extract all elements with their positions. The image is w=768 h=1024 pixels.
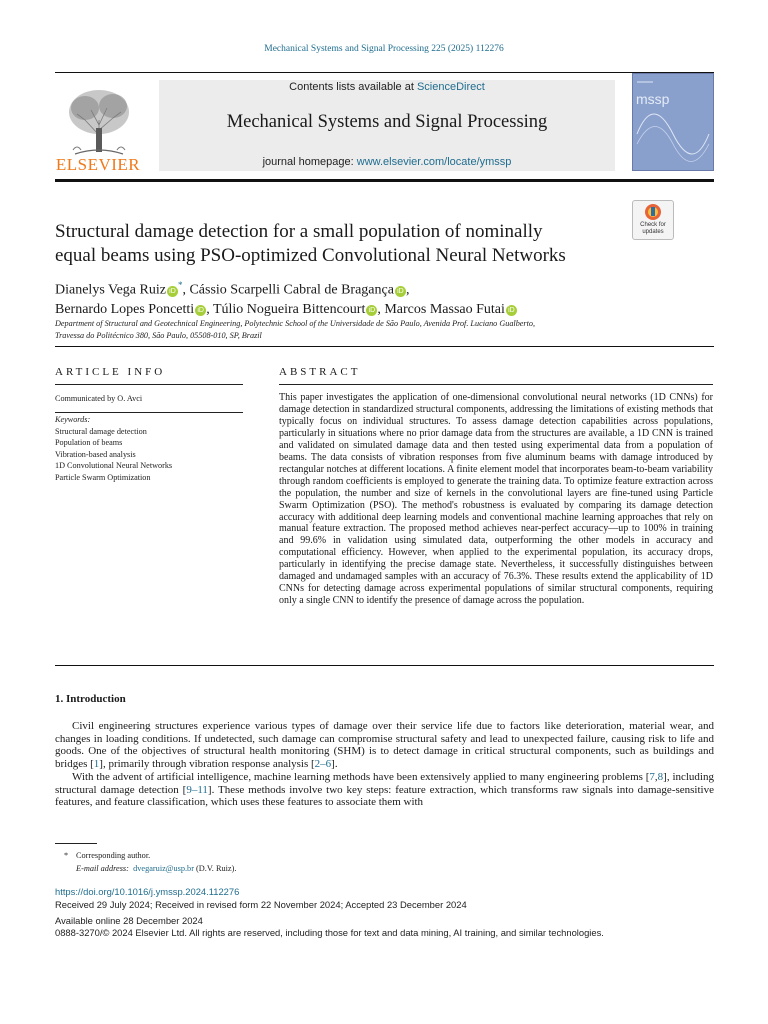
cover-graphic (633, 74, 713, 170)
citation-link[interactable]: 8 (657, 770, 664, 783)
affiliation-line-2: Travessa do Politécnico 380, São Paulo, 05508-010, SP, Brazil (55, 331, 262, 340)
cover-title: mssp (636, 91, 670, 107)
header-bottom-rule (55, 179, 714, 182)
check-for-updates-label: Check for updates (640, 222, 666, 235)
author-separator: , (182, 282, 190, 298)
author-email-link[interactable]: dvegaruiz@usp.br (133, 864, 194, 873)
orcid-icon[interactable]: iD (195, 305, 206, 316)
introduction-body (55, 720, 714, 809)
abstract-bottom-rule (55, 665, 714, 666)
intro-text: ], primarily through vibration response analysis [ (99, 758, 315, 771)
citation-link[interactable]: 2–6 (314, 758, 332, 771)
orcid-icon[interactable]: iD (395, 286, 406, 297)
journal-reference[interactable]: Mechanical Systems and Signal Processing 225 (2025) 112276 (264, 44, 504, 54)
check-updates-icon (633, 201, 673, 223)
footnote-marker: * (64, 851, 69, 860)
journal-homepage-link[interactable]: www.elsevier.com/locate/ymssp (356, 156, 512, 168)
keywords-rule (55, 412, 243, 413)
email-suffix: (D.V. Ruiz). (193, 864, 237, 873)
affiliation (55, 318, 695, 342)
author-line-2 (55, 300, 655, 319)
article-info-rule (55, 384, 243, 385)
intro-paragraph-2 (55, 771, 714, 809)
keyword: Vibration-based analysis (55, 449, 136, 459)
footnote-email-line (76, 863, 236, 876)
doi-link[interactable]: https://doi.org/10.1016/j.ymssp.2024.112276 (55, 886, 240, 897)
article-title-line-1: Structural damage detection for a small population of nominally (55, 221, 543, 242)
author-name[interactable]: Túlio Nogueira Bittencourt (212, 301, 366, 317)
author-name[interactable]: Marcos Massao Futai (384, 301, 505, 317)
author-separator: , (206, 301, 213, 317)
intro-text: Civil engineering structures experience various types of damage over their service life due to factors like deterioration, material wear, and changes in loading conditions. If undetected, such damage can compromise structural safety and lead to unexpected failure, causing risk to life and goods. One of the objectives of structural health monitoring (SHM) is to detect damage in critical structural components, such as buildings and bridges [ (55, 720, 714, 771)
intro-text: ]. These methods involve two key steps: feature extraction, which transforms raw signals into damage-sensitive features, and feature classification, which uses these features to associate them with (55, 783, 714, 809)
sciencedirect-link[interactable]: ScienceDirect (416, 81, 485, 93)
section-heading-introduction: 1. Introduction (55, 693, 126, 705)
author-line-1 (55, 276, 655, 300)
citation-link[interactable]: 9–11 (186, 783, 208, 796)
abstract-heading: ABSTRACT (279, 366, 361, 378)
author-separator: , (377, 301, 385, 317)
intro-text: ]. (331, 758, 338, 771)
keyword: Particle Swarm Optimization (55, 472, 151, 482)
keyword: Population of beams (55, 438, 123, 448)
journal-homepage-line (159, 156, 615, 168)
orcid-icon[interactable]: iD (366, 305, 377, 316)
contents-line (159, 81, 615, 93)
intro-text: ], including structural damage detection [ (55, 770, 714, 796)
title-block-rule (55, 346, 714, 347)
citation-link[interactable]: 7 (649, 770, 655, 783)
keyword: Structural damage detection (55, 426, 147, 436)
available-online: Available online 28 December 2024 (55, 915, 203, 926)
author-name[interactable]: Cássio Scarpelli Cabral de Bragança (189, 282, 394, 298)
intro-text: With the advent of artificial intelligence, machine learning methods have been extensively applied to many engineering problems [ (72, 770, 650, 783)
email-label: E-mail address: (76, 864, 129, 873)
author-name[interactable]: Dianelys Vega Ruiz (55, 282, 166, 298)
orcid-icon[interactable]: iD (506, 305, 517, 316)
keyword: 1D Convolutional Neural Networks (55, 461, 173, 471)
article-title-line-2: equal beams using PSO-optimized Convolutional Neural Networks (55, 245, 566, 266)
article-title (55, 220, 615, 268)
footnote-corresponding: Corresponding author. (76, 851, 151, 860)
orcid-icon[interactable]: iD (167, 286, 178, 297)
keywords-block (55, 414, 245, 484)
communicated-by: Communicated by O. Avci (55, 394, 143, 403)
footnote-rule (55, 843, 97, 844)
header-top-rule (55, 72, 714, 73)
intro-paragraph-1 (55, 720, 714, 771)
affiliation-line-1: Department of Structural and Geotechnical Engineering, Polytechnic School of the Universidade de São Paulo, Avenida Prof. Luciano Gualberto, (55, 319, 536, 328)
intro-text: , (654, 770, 658, 783)
keywords-label: Keywords: (55, 415, 91, 424)
journal-title: Mechanical Systems and Signal Processing (226, 112, 548, 132)
author-name[interactable]: Bernardo Lopes Poncetti (55, 301, 195, 317)
author-list (55, 276, 655, 319)
elsevier-wordmark: ELSEVIER (55, 155, 141, 174)
citation-link[interactable]: 1 (93, 758, 100, 771)
article-history: Received 29 July 2024; Received in revised form 22 November 2024; Accepted 23 December 2024 (55, 899, 467, 910)
abstract-rule (279, 384, 713, 385)
corresponding-author-mark[interactable]: * (177, 280, 183, 290)
contents-prefix: Contents lists available at (289, 81, 417, 93)
abstract-text: This paper investigates the application of one-dimensional convolutional neural networks (1D CNNs) for damage detection in standardized structural components, addressing the limitations of existing methods that typically focus on individual structures. To assess damage detection capabilities across populations, particularly in situations where no prior damage data from the structures are available, a 1D CNN is trained and validated on simulated damage data and then tested using experimental data from a population of beams. The data consists of vibration responses from five aluminum beams with damage introduced by rectangular notches at different locations. A finite element model that incorporates beam-to-beam variability through random coefficients is employed to generate the training data. To optimize feature extraction across the population, the number and size of kernels in the convolutional layers are fine-tuned using Particle Swarm Optimization (PSO). The method's robustness is evaluated by comparing its damage detection accuracy with additional deep learning models and conventional machine learning approaches that rely on manual feature extraction. The proposed method achieves near-perfect accuracy—up to 100% in training and 99.6% in validation using simulated data, outperforming the other models in accuracy and computational efficiency. However, when applied to the experimental population, its accuracy drops, particularly in identifying the precise damage state. Nevertheless, it successfully distinguishes between damaged and undamaged samples with an accuracy of 76.3%. These results extend the applicability of 1D CNNs for detecting damage across experimental populations of similar structural components, requiring only a single CNN to identify the presence of damage across the population. (279, 392, 713, 607)
copyright-line: 0888-3270/© 2024 Elsevier Ltd. All rights are reserved, including those for text and data mining, AI training, and similar technologies. (55, 927, 604, 938)
article-info-heading: ARTICLE INFO (55, 366, 166, 378)
homepage-prefix: journal homepage: (262, 156, 357, 168)
journal-cover-image[interactable] (632, 73, 714, 171)
author-separator: , (405, 282, 410, 298)
